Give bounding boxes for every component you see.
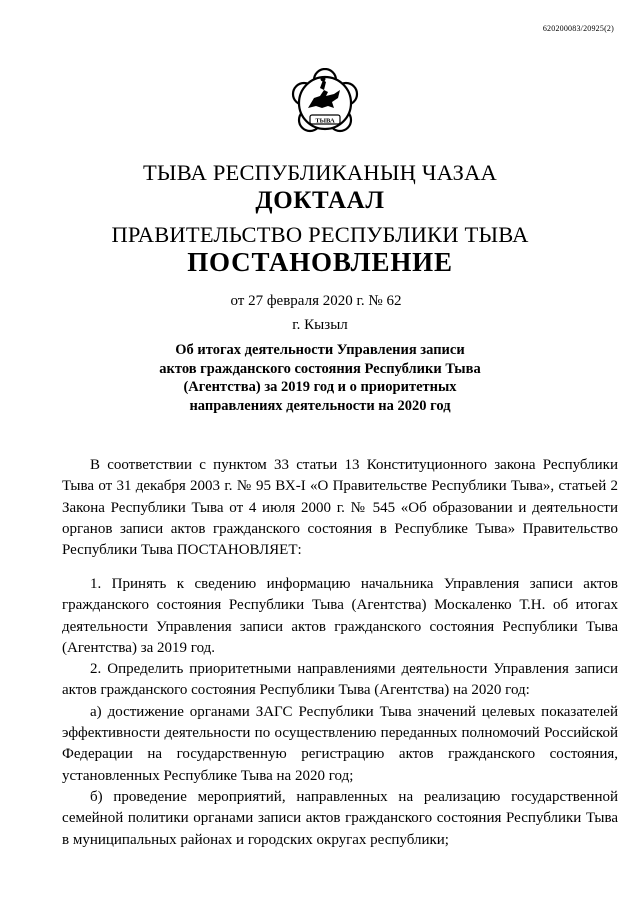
emblem-tuva-icon: [290, 68, 360, 140]
document-id: 620200083/20925(2): [542, 24, 614, 33]
emblem-text: ТЫВА: [315, 117, 335, 125]
tuvan-government-heading: ТЫВА РЕСПУБЛИКАНЫҢ ЧАЗАА: [142, 160, 498, 185]
document-city: г. Кызыл: [292, 317, 348, 333]
title-line: актов гражданского состояния Республики Тыва: [159, 360, 481, 377]
document-title: [140, 341, 500, 415]
government-heading: ПРАВИТЕЛЬСТВО РЕСПУБЛИКИ ТЫВА: [111, 222, 529, 247]
document-date-number: от 27 февраля 2020 г. № 62: [230, 293, 402, 309]
tuvan-document-type: ДОКТААЛ: [255, 187, 385, 214]
resolution-items: [62, 574, 618, 851]
title-line: направлениях деятельности на 2020 год: [189, 397, 451, 414]
title-line: Об итогах деятельности Управления записи: [175, 342, 465, 358]
item-paragraph: а) достижение органами ЗАГС Республики Тыва значений целевых показателей эффективности деятельности по осуществлению переданных полномочий Российской Федерации на государственную регистрацию актов гражданского состояния, установленных Республике Тыва на 2020 год;: [62, 703, 618, 784]
item-paragraph: б) проведение мероприятий, направленных на реализацию государственной семейной политики органами записи актов гражданского состояния Республики Тыва в муниципальных районах и городских округах республики;: [62, 788, 618, 848]
document-type: ПОСТАНОВЛЕНИЕ: [187, 247, 453, 277]
item-paragraph: 2. Определить приоритетными направлениями деятельности Управления записи актов гражданского состояния Республики Тыва (Агентства) на 2020 год:: [62, 661, 618, 699]
emblem-tuva-icon-svg: [290, 68, 360, 140]
preamble-paragraph: В соответствии с пунктом 33 статьи 13 Конституционного закона Республики Тыва от 31 декабря 2003 г. № 95 ВХ-I «О Правительстве Республики Тыва», статьей 2 Закона Республики Тыва от 4 июля 2000 г. № 545 «Об образовании и деятельности органов записи актов гражданского состояния в Республике Тыва» Правительство Республики Тыва ПОСТАНОВЛЯЕТ:: [62, 457, 618, 559]
title-line: (Агентства) за 2019 год и о приоритетных: [183, 379, 457, 396]
item-paragraph: 1. Принять к сведению информацию начальника Управления записи актов гражданского состояния Республики Тыва (Агентства) Москаленко Т.Н. об итогах деятельности Управления записи актов гражданского состояния Республики Тыва (Агентства) за 2019 год.: [62, 576, 618, 656]
preamble-section: [62, 455, 618, 561]
